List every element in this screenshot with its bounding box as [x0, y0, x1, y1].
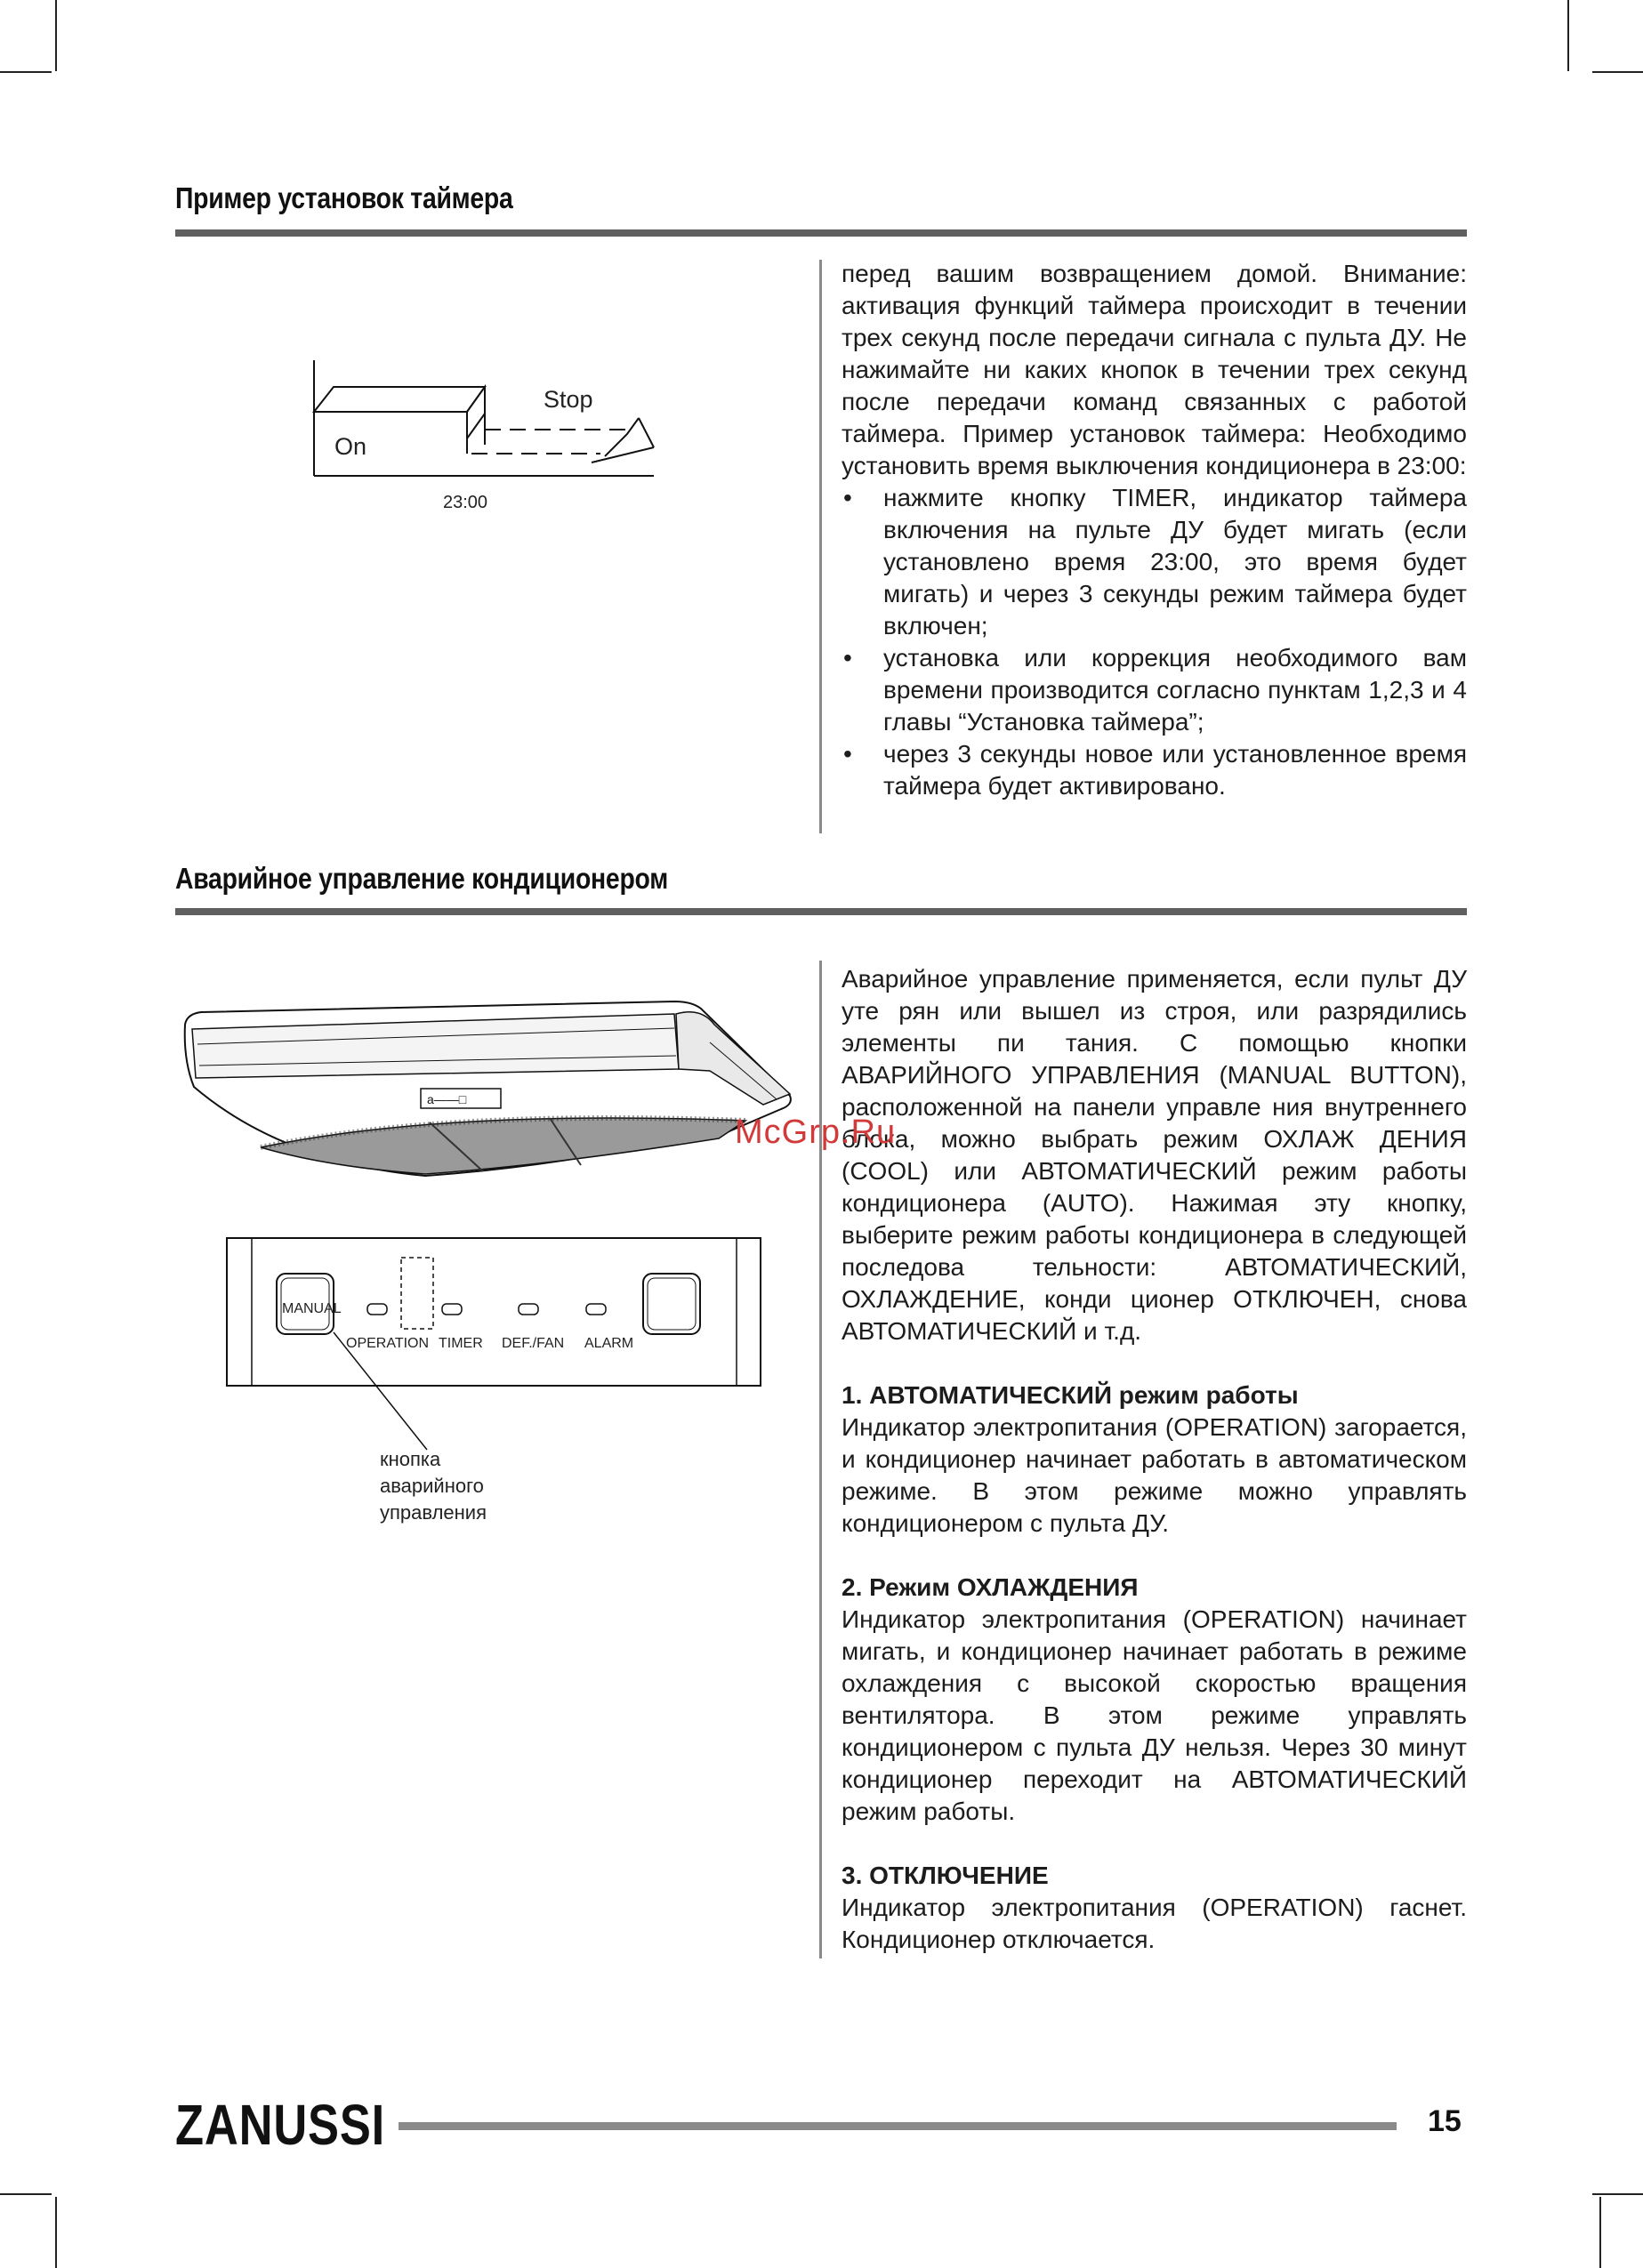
- indoor-unit-graphic: [176, 989, 799, 1194]
- diagram-label-stop: Stop: [544, 386, 593, 413]
- diagram-label-time: 23:00: [443, 493, 488, 512]
- emergency-intro-paragraph: Аварийное управление применяется, если пульт ДУ уте рян или вышел из строя, или разрядились элементы пи тания. С помощью кнопки АВАРИЙНОГО УПРАВЛЕНИЯ (MANUAL BUTTON), расположенной на панели управле ния внутреннего блока, можно выбрать режим ОХЛАЖ ДЕНИЯ (COOL) или АВТОМАТИЧЕСКИЙ режим работы кондиционера (AUTO). Нажимая эту кнопку, выберите режим работы кондиционера в следующей последова тельности: АВТОМАТИЧЕСКИЙ, ОХЛАЖДЕНИЕ, конди ционер ОТКЛЮЧЕН, снова АВТОМАТИЧЕСКИЙ и т.д.: [842, 965, 1467, 1345]
- callout-label: [380, 1446, 487, 1526]
- brand-logo: ZANUSSI: [175, 2093, 386, 2157]
- crop-mark: [0, 71, 52, 73]
- timer-intro-paragraph: перед вашим возвращением домой. Внимание: активация функций таймера происходит в течении трех секунд после передачи сигнала с пульта ДУ. Не нажимайте ни каких кнопок в течении трех секунд после передачи команд связанных с работой таймера. Пример установок таймера: Необходимо установить время выключения кондиционера в 23:00:: [842, 260, 1467, 479]
- svg-text:a——□: a——□: [427, 1092, 467, 1106]
- section-title-timer-example: Пример установок таймера: [175, 181, 513, 214]
- crop-mark: [55, 2197, 57, 2268]
- timer-steps-list: [842, 482, 1467, 802]
- panel-label-deffan: DEF./FAN: [502, 1336, 565, 1351]
- bullet-icon: •: [843, 484, 852, 511]
- callout-line: аварийного: [380, 1475, 484, 1497]
- watermark: McGrp.Ru: [735, 1114, 897, 1151]
- column-divider: [819, 961, 822, 1958]
- list-item: [842, 482, 1467, 642]
- section-rule: [175, 229, 1467, 237]
- panel-label-manual: MANUAL: [282, 1301, 342, 1316]
- callout-leader-line: [329, 1330, 436, 1454]
- bullet-icon: •: [843, 644, 852, 672]
- crop-mark: [55, 0, 57, 71]
- timer-example-text: [842, 258, 1467, 802]
- list-item: [842, 738, 1467, 802]
- crop-mark: [1592, 71, 1643, 73]
- list-item-text: через 3 секунды новое или установленное время таймера будет активировано.: [883, 740, 1467, 800]
- section-rule: [175, 908, 1467, 915]
- bullet-icon: •: [843, 740, 852, 768]
- section-title-emergency-control: Аварийное управление кондиционером: [175, 862, 668, 895]
- callout-line: управления: [380, 1501, 487, 1524]
- mode-text-off: Индикатор электропитания (OPERATION) гаснет. Кондиционер отключается.: [842, 1894, 1467, 1953]
- panel-label-timer: TIMER: [439, 1336, 483, 1351]
- mode-text-cool: Индикатор электропитания (OPERATION) начинает мигать, и кондиционер начинает работать в режиме охлаждения с высокой скоростью вращения вентилятора. В этом режиме управлять кондиционером с пульта ДУ нельзя. Через 30 минут кондиционер переходит на АВТОМАТИЧЕСКИЙ режим работы.: [842, 1605, 1467, 1825]
- crop-mark: [1599, 2197, 1601, 2268]
- mode-text-auto: Индикатор электропитания (OPERATION) загорается, и кондиционер начинает работать в автоматическом режиме. В этом режиме можно управлять кондиционером с пульта ДУ.: [842, 1413, 1467, 1537]
- mode-heading-off: 3. ОТКЛЮЧЕНИЕ: [842, 1862, 1049, 1889]
- mode-heading-auto: 1. АВТОМАТИЧЕСКИЙ режим работы: [842, 1381, 1299, 1409]
- column-divider: [819, 260, 822, 833]
- panel-label-operation: OPERATION: [346, 1336, 430, 1351]
- list-item-text: установка или коррекция необходимого вам времени производится согласно пунктам 1,2,3 и 4 главы “Установка таймера”;: [883, 644, 1467, 736]
- footer-rule: [399, 2122, 1397, 2130]
- emergency-control-text: [842, 963, 1467, 1956]
- list-item: [842, 642, 1467, 738]
- list-item-text: нажмите кнопку TIMER, индикатор таймера включения на пульте ДУ будет мигать (если установлено время 23:00, это время будет мигать) и через 3 секунды режим таймера будет включен;: [883, 484, 1467, 639]
- crop-mark: [1567, 0, 1569, 71]
- crop-mark: [0, 2193, 52, 2195]
- diagram-label-on: On: [334, 433, 367, 460]
- page-number: 15: [1428, 2104, 1462, 2138]
- callout-line: кнопка: [380, 1448, 441, 1470]
- indoor-unit-illustration: [176, 989, 799, 1194]
- panel-label-alarm: ALARM: [584, 1336, 634, 1351]
- crop-mark: [1592, 2193, 1643, 2195]
- mode-heading-cool: 2. Режим ОХЛАЖДЕНИЯ: [842, 1573, 1139, 1601]
